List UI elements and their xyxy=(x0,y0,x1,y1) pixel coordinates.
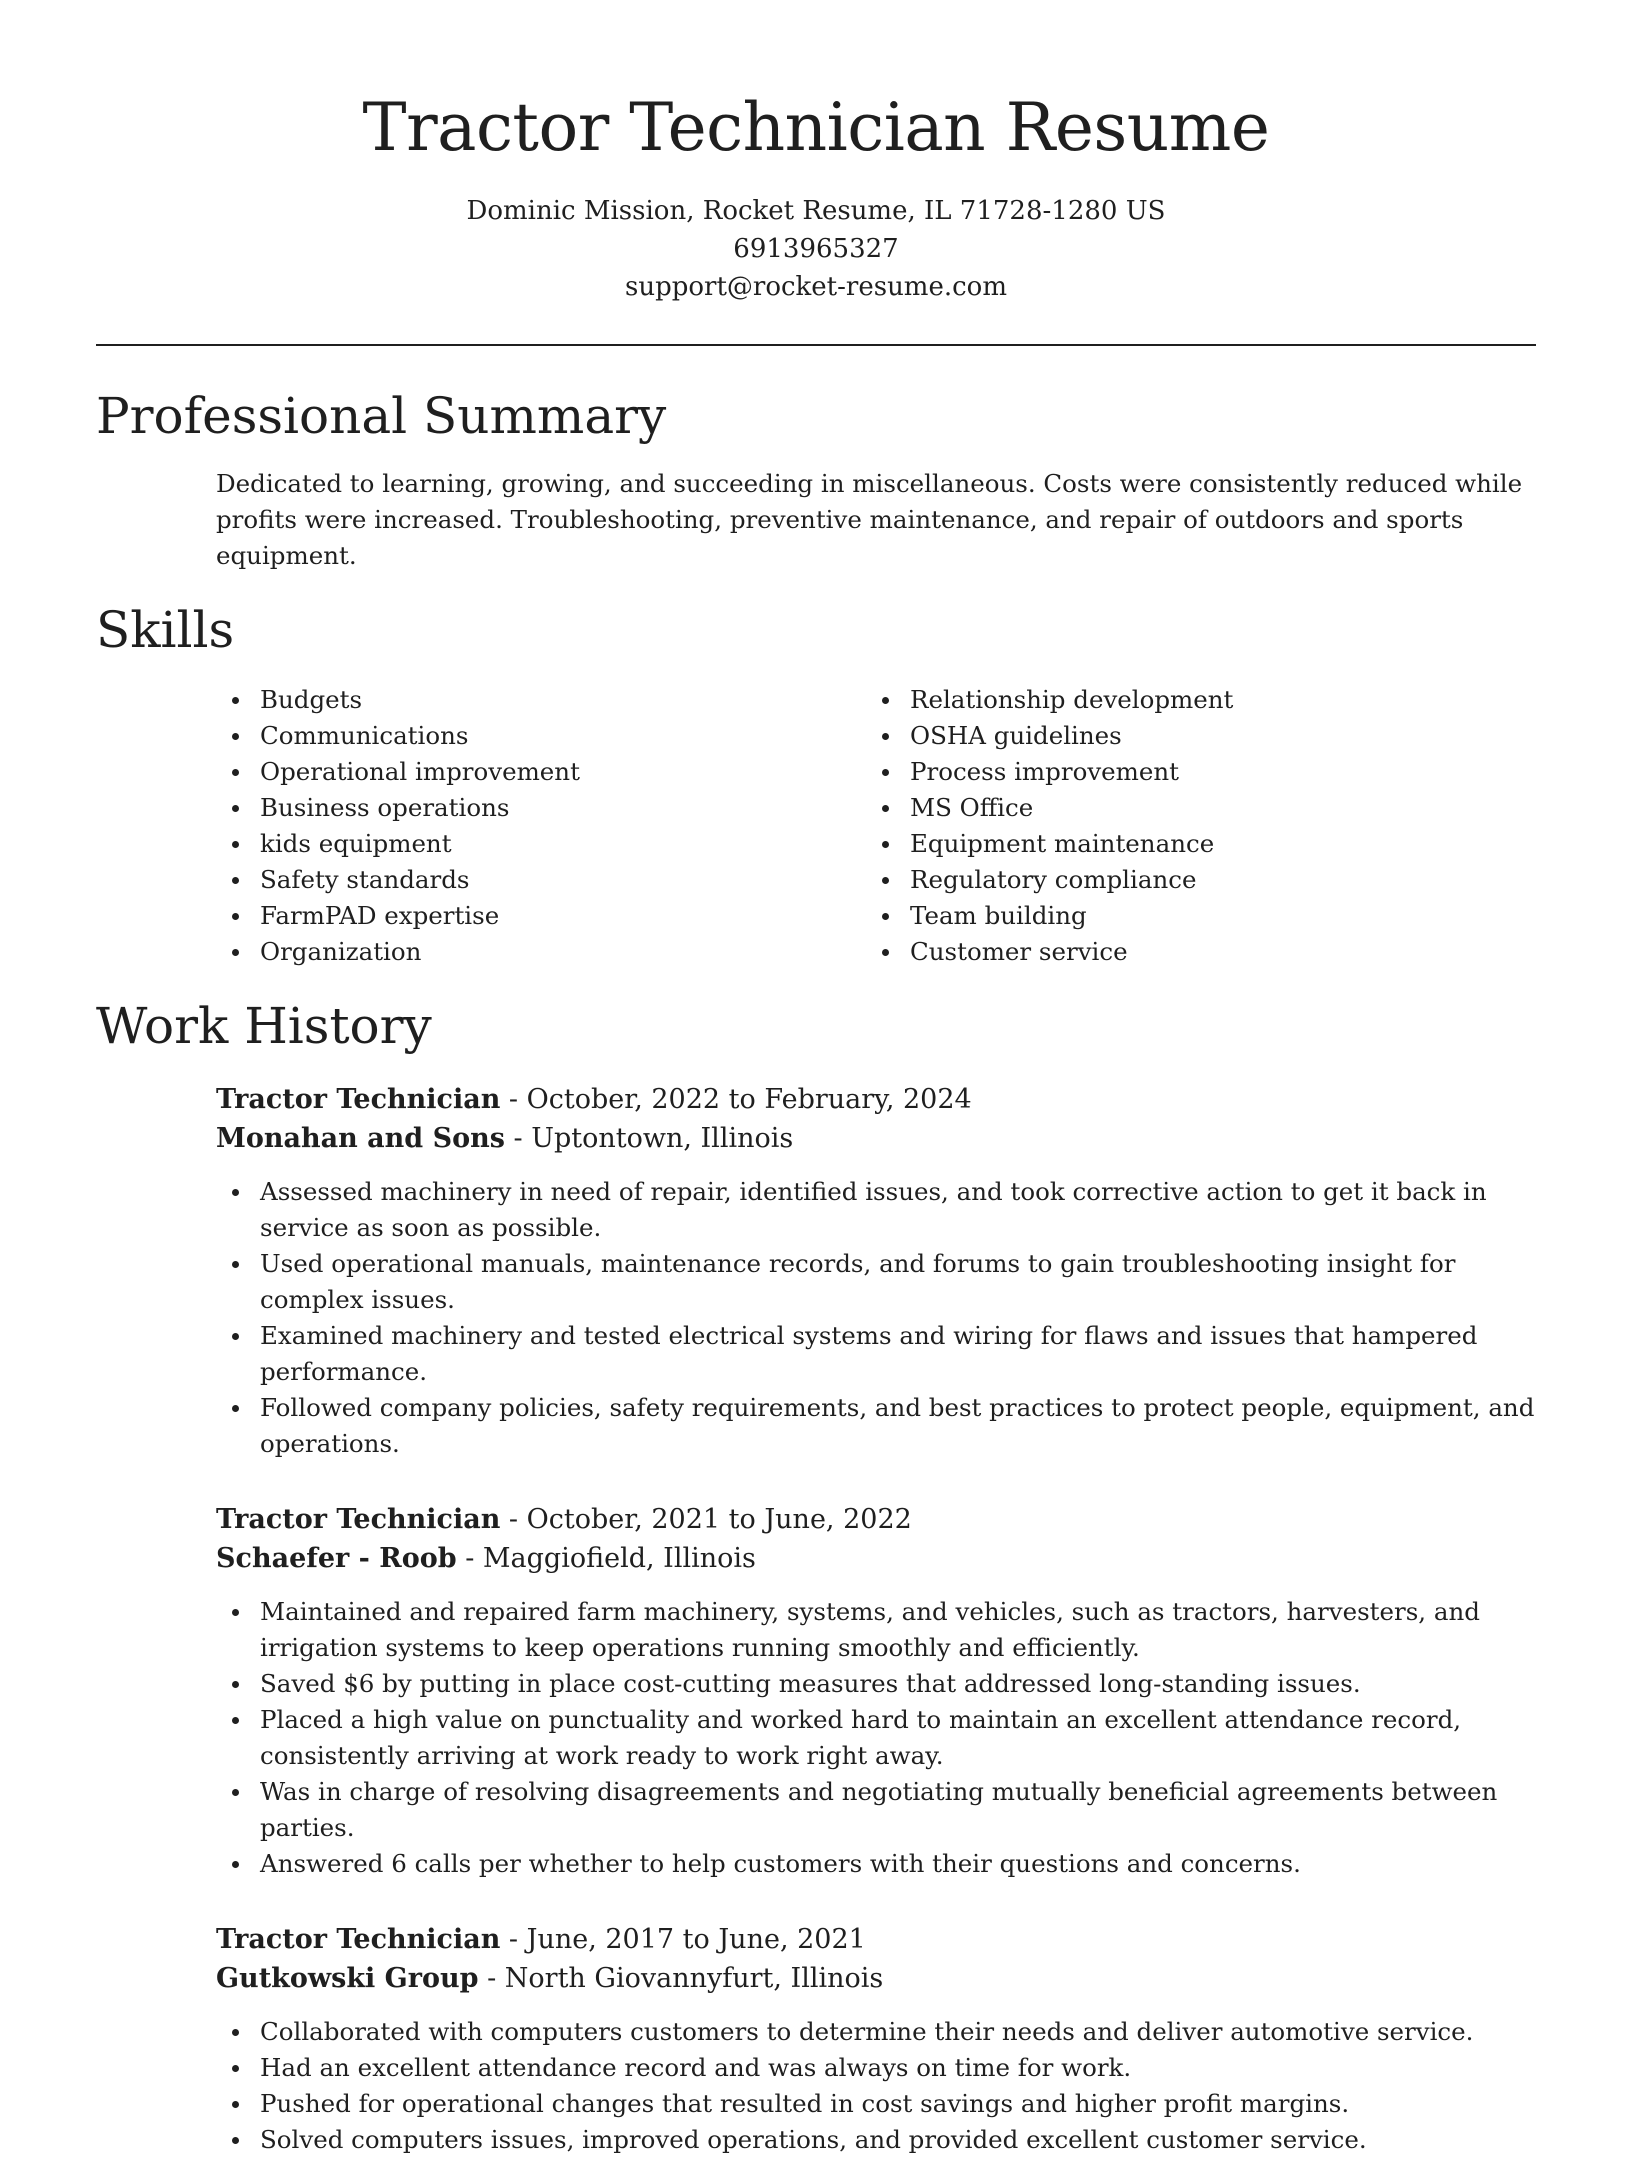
job-bullet: Answered 6 calls per whether to help customers with their questions and concerns. xyxy=(216,1846,1536,1882)
job-bullet: Had an excellent attendance record and was always on time for work. xyxy=(216,2050,1536,2086)
job-title: Tractor Technician xyxy=(216,1924,501,1955)
skill-item: Equipment maintenance xyxy=(866,826,1516,862)
work-history-list xyxy=(216,1080,1536,2158)
resume-page xyxy=(96,0,1536,2158)
job-title-line xyxy=(216,1920,1536,1959)
contact-phone: 6913965327 xyxy=(733,234,899,264)
job-bullet: Saved $6 by putting in place cost-cutting measures that addressed long-standing issues. xyxy=(216,1666,1536,1702)
job-entry xyxy=(216,1080,1536,1462)
skill-item: Business operations xyxy=(216,790,866,826)
job-bullets xyxy=(216,1174,1536,1462)
job-location: - Uptontown, Illinois xyxy=(504,1123,794,1154)
job-bullet: Was in charge of resolving disagreements and negotiating mutually beneficial agreements between parties. xyxy=(216,1774,1536,1846)
job-entry xyxy=(216,1920,1536,2158)
job-title: Tractor Technician xyxy=(216,1084,501,1115)
job-bullet: Placed a high value on punctuality and worked hard to maintain an excellent attendance record, consistently arriving at work ready to work right away. xyxy=(216,1702,1536,1774)
skill-item: Operational improvement xyxy=(216,754,866,790)
skill-item: OSHA guidelines xyxy=(866,718,1516,754)
job-title-line xyxy=(216,1500,1536,1539)
job-company: Monahan and Sons xyxy=(216,1123,505,1154)
skill-item: MS Office xyxy=(866,790,1516,826)
summary-heading: Professional Summary xyxy=(96,387,667,445)
job-bullet: Collaborated with computers customers to determine their needs and deliver automotive service. xyxy=(216,2014,1536,2050)
job-company-line xyxy=(216,1959,1536,1998)
job-location: - North Giovannyfurt, Illinois xyxy=(478,1963,884,1994)
job-bullets xyxy=(216,2014,1536,2158)
skills-list xyxy=(216,682,1536,970)
job-title-line xyxy=(216,1080,1536,1119)
skill-item: Regulatory compliance xyxy=(866,862,1516,898)
header-divider xyxy=(96,344,1536,346)
job-bullet: Pushed for operational changes that resulted in cost savings and higher profit margins. xyxy=(216,2086,1536,2122)
skills-column-left xyxy=(216,682,866,970)
job-dates: - October, 2021 to June, 2022 xyxy=(500,1504,912,1535)
job-bullet: Examined machinery and tested electrical systems and wiring for flaws and issues that hampered performance. xyxy=(216,1318,1536,1390)
job-company: Schaefer - Roob xyxy=(216,1543,457,1574)
job-bullet: Followed company policies, safety requirements, and best practices to protect people, equipment, and operations. xyxy=(216,1390,1536,1462)
skill-item: Organization xyxy=(216,934,866,970)
skill-item: FarmPAD expertise xyxy=(216,898,866,934)
job-title: Tractor Technician xyxy=(216,1504,501,1535)
contact-block xyxy=(96,192,1536,306)
skills-column-right xyxy=(866,682,1516,970)
page-title: Tractor Technician Resume xyxy=(362,89,1270,166)
job-dates: - June, 2017 to June, 2021 xyxy=(500,1924,866,1955)
skill-item: Customer service xyxy=(866,934,1516,970)
job-company-line xyxy=(216,1539,1536,1578)
job-company-line xyxy=(216,1119,1536,1158)
skill-item: Budgets xyxy=(216,682,866,718)
job-dates: - October, 2022 to February, 2024 xyxy=(500,1084,972,1115)
job-bullet: Assessed machinery in need of repair, identified issues, and took corrective action to get it back in service as soon as possible. xyxy=(216,1174,1536,1246)
contact-email: support@rocket-resume.com xyxy=(624,272,1007,302)
job-bullets xyxy=(216,1594,1536,1882)
contact-address: Dominic Mission, Rocket Resume, IL 71728-1280 US xyxy=(466,196,1166,226)
summary-text: Dedicated to learning, growing, and succeeding in miscellaneous. Costs were consistently reduced while profits were increased. Troubleshooting, preventive maintenance, and repair of outdoors and sports equipment. xyxy=(216,469,1523,570)
job-bullet: Maintained and repaired farm machinery, systems, and vehicles, such as tractors, harvesters, and irrigation systems to keep operations running smoothly and efficiently. xyxy=(216,1594,1536,1666)
skill-item: kids equipment xyxy=(216,826,866,862)
skill-item: Relationship development xyxy=(866,682,1516,718)
job-location: - Maggiofield, Illinois xyxy=(456,1543,756,1574)
job-company: Gutkowski Group xyxy=(216,1963,479,1994)
skill-item: Process improvement xyxy=(866,754,1516,790)
skill-item: Safety standards xyxy=(216,862,866,898)
skills-heading: Skills xyxy=(96,601,235,659)
skill-item: Communications xyxy=(216,718,866,754)
job-entry xyxy=(216,1500,1536,1882)
job-bullet: Used operational manuals, maintenance records, and forums to gain troubleshooting insight for complex issues. xyxy=(216,1246,1536,1318)
skill-item: Team building xyxy=(866,898,1516,934)
job-bullet: Solved computers issues, improved operations, and provided excellent customer service. xyxy=(216,2122,1536,2158)
work-history-heading: Work History xyxy=(96,997,432,1055)
